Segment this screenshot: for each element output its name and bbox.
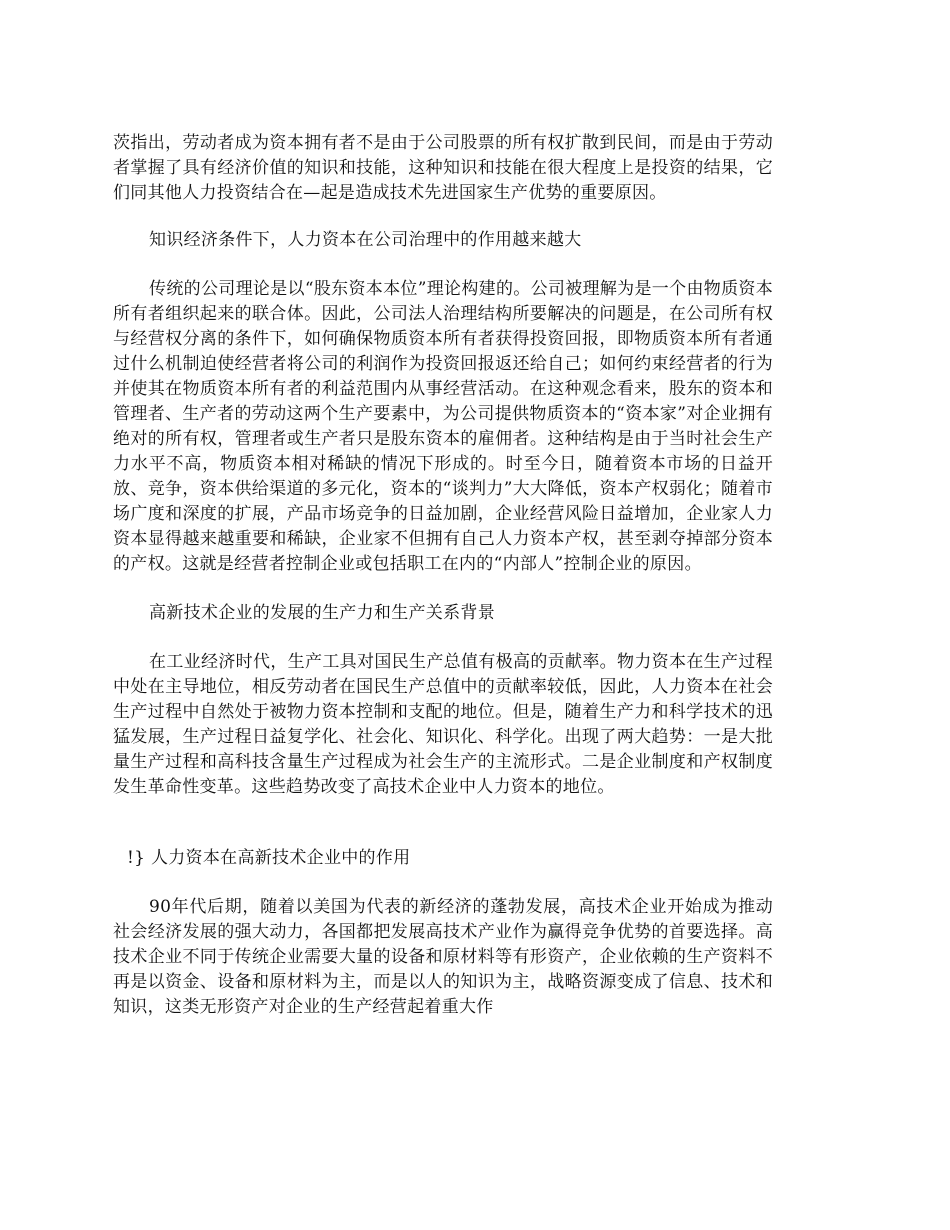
spacer [113,626,773,650]
section-heading-background: 高新技术企业的发展的生产力和生产关系背景 [149,603,495,623]
spacer [113,577,773,601]
paragraph-industrial-era: 在工业经济时代，生产工具对国民生产总值有极高的贡献率。物力资本在生产过程中处在主导地位，相反劳动者在国民生产总值中的贡献率较低，因此，人力资本在社会生产过程中自然处于被物力资本控制和支配的地位。但是，随着生产力和科学技术的迅猛发展，生产过程日益复学化、社会化、知识化、科学化。出现了两大趋势：一是大批量生产过程和高科技含量生产过程成为社会生产的主流形式。二是企业制度和产权制度发生革命性变革。这些趋势改变了高技术企业中人力资本的地位。 [113,652,773,797]
paragraph-new-economy: 90年代后期，随着以美国为代表的新经济的蓬勃发展，高技术企业开始成为推动社会经济发展的强大动力，各国都把发展高技术产业作为赢得竞争优势的首要选择。高技术企业不同于传统企业需要大量的设备和原材料等有形资产，企业依赖的生产资料不再是以资金、设备和原材料为主，而是以人的知识为主，战略资源变成了信息、技术和知识，这类无形资产对企业的生产经营起着重大作 [113,897,773,1017]
document-page [113,131,773,1020]
spacer [113,871,773,895]
section-heading-knowledge-economy: 知识经济条件下，人力资本在公司治理中的作用越来越大 [149,230,582,250]
paragraph-traditional-theory: 传统的公司理论是以“股东资本本位”理论构建的。公司被理解为是一个由物质资本所有者组织起来的联合体。因此，公司法人治理结构所要解决的问题是，在公司所有权与经营权分离的条件下，如何确保物质资本所有者获得投资回报，即物质资本所有者通过什么机制迫使经营者将公司的利润作为投资回报返还给自己；如何约束经营者的行为并使其在物质资本所有者的利益范围内从事经营活动。在这种观念看来，股东的资本和管理者、生产者的劳动这两个生产要素中，为公司提供物质资本的“资本家”对企业拥有绝对的所有权，管理者或生产者只是股东资本的雇佣者。这种结构是由于当时社会生产力水平不高，物质资本相对稀缺的情况下形成的。时至今日，随着资本市场的日益开放、竞争，资本供给渠道的多元化，资本的“谈判力”大大降低，资本产权弱化；随着市场广度和深度的扩展，产品市场竞争的日益加剧，企业经营风险日益增加，企业家人力资本显得越来越重要和稀缺，企业家不但拥有自己人力资本产权，甚至剥夺掉部分资本的产权。这就是经营者控制企业或包括职工在内的“内部人”控制企业的原因。 [113,279,773,574]
paragraph-intro-continuation: 茨指出，劳动者成为资本拥有者不是由于公司股票的所有权扩散到民间，而是由于劳动者掌握了具有经济价值的知识和技能，这种知识和技能在很大程度上是投资的结果，它们同其他人力投资结合在—起是造成技术先进国家生产优势的重要原因。 [113,133,773,203]
spacer [113,253,773,277]
section-heading-role-of-human-capital: !} 人力资本在高新技术企业中的作用 [127,848,411,868]
spacer [113,206,773,228]
spacer [113,800,773,846]
